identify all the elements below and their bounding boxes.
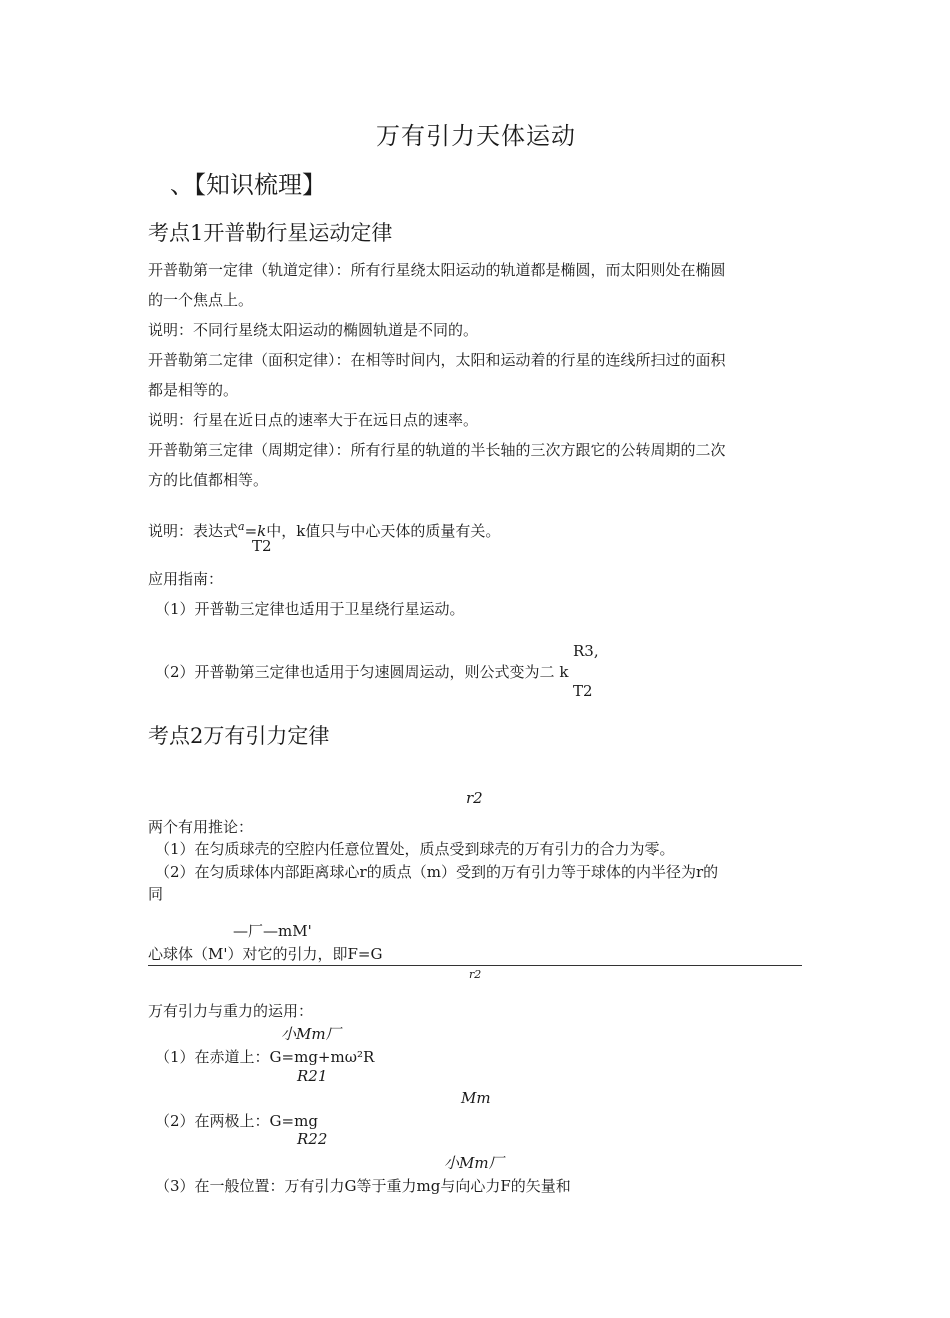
eq2-top: Mm: [461, 1089, 491, 1107]
gravity-law-r2: r2: [466, 789, 483, 807]
guide2-numerator: R3,: [573, 642, 599, 660]
guide-item-2: [155, 662, 568, 682]
law3-text: 开普勒第三定律（周期定律）：所有行星的轨道的半长轴的三次方跟它的公转周期的二次: [148, 441, 726, 459]
kaodian1-heading: 考点1开普勒行星运动定律: [148, 221, 393, 245]
fraction-bar: [148, 965, 802, 966]
law2-text-cont: 都是相等的。: [148, 381, 239, 399]
inference-2-formula-top: —厂—mM': [233, 922, 312, 940]
note3: [148, 517, 500, 541]
guide2-denominator: T2: [573, 682, 593, 700]
pole-equation: （2）在两极上：G=mg: [155, 1112, 318, 1130]
note3-denominator: T2: [252, 537, 272, 555]
section-heading: 、【知识梳理】: [170, 171, 326, 199]
guide-item-2-equation: 二 k: [539, 663, 569, 681]
inference-2-r2: r2: [469, 968, 482, 981]
law2-text: 开普勒第二定律（面积定律）：在相等时间内，太阳和运动着的行星的连线所扫过的面积: [148, 351, 726, 369]
law1-text-cont: 的一个焦点上。: [148, 291, 254, 309]
inference-1: （1）在匀质球壳的空腔内任意位置处，质点受到球壳的万有引力的合力为零。: [155, 840, 675, 858]
guide-item-2-text: （2）开普勒第三定律也适用于匀速圆周运动，则公式变为: [155, 663, 540, 681]
eq3-top: 小Mm厂: [444, 1154, 504, 1172]
note3-prefix: 说明：表达式: [148, 522, 239, 540]
note2: 说明：行星在近日点的速率大于在远日点的速率。: [148, 411, 479, 429]
gravity-heading: 万有引力与重力的运用：: [148, 1002, 314, 1020]
guide-heading: 应用指南：: [148, 570, 224, 588]
note3-suffix: 中，k值只与中心天体的质量有关。: [266, 522, 501, 540]
note3-fraction-numerator: a: [238, 520, 245, 533]
law3-text-cont: 方的比值都相等。: [148, 471, 269, 489]
note1: 说明：不同行星绕太阳运动的椭圆轨道是不同的。: [148, 321, 479, 339]
general-position-text: （3）在一般位置：万有引力G等于重力mg与向心力F的矢量和: [155, 1177, 571, 1195]
page-title: 万有引力天体运动: [376, 122, 576, 150]
inference-2: （2）在匀质球体内部距离球心r的质点（m）受到的万有引力等于球体的内半径为r的: [155, 863, 719, 881]
note3-equals-k: =k: [244, 522, 267, 540]
eq1-top: 小Mm厂: [281, 1025, 341, 1043]
guide-item-1: （1）开普勒三定律也适用于卫星绕行星运动。: [155, 600, 465, 618]
law1-text: 开普勒第一定律（轨道定律）：所有行星绕太阳运动的轨道都是椭圆，而太阳则处在椭圆: [148, 261, 726, 279]
equator-equation: （1）在赤道上：G=mg+mω²R: [155, 1048, 375, 1066]
inferences-heading: 两个有用推论：: [148, 818, 254, 836]
inference-2-formula-line: 心球体（M'）对它的引力，即F=G: [148, 945, 383, 963]
kaodian2-heading: 考点2万有引力定律: [148, 724, 330, 748]
inference-2-cont: 同: [148, 885, 164, 903]
eq2-bottom: R22: [297, 1130, 328, 1148]
eq1-bottom: R21: [297, 1067, 328, 1085]
